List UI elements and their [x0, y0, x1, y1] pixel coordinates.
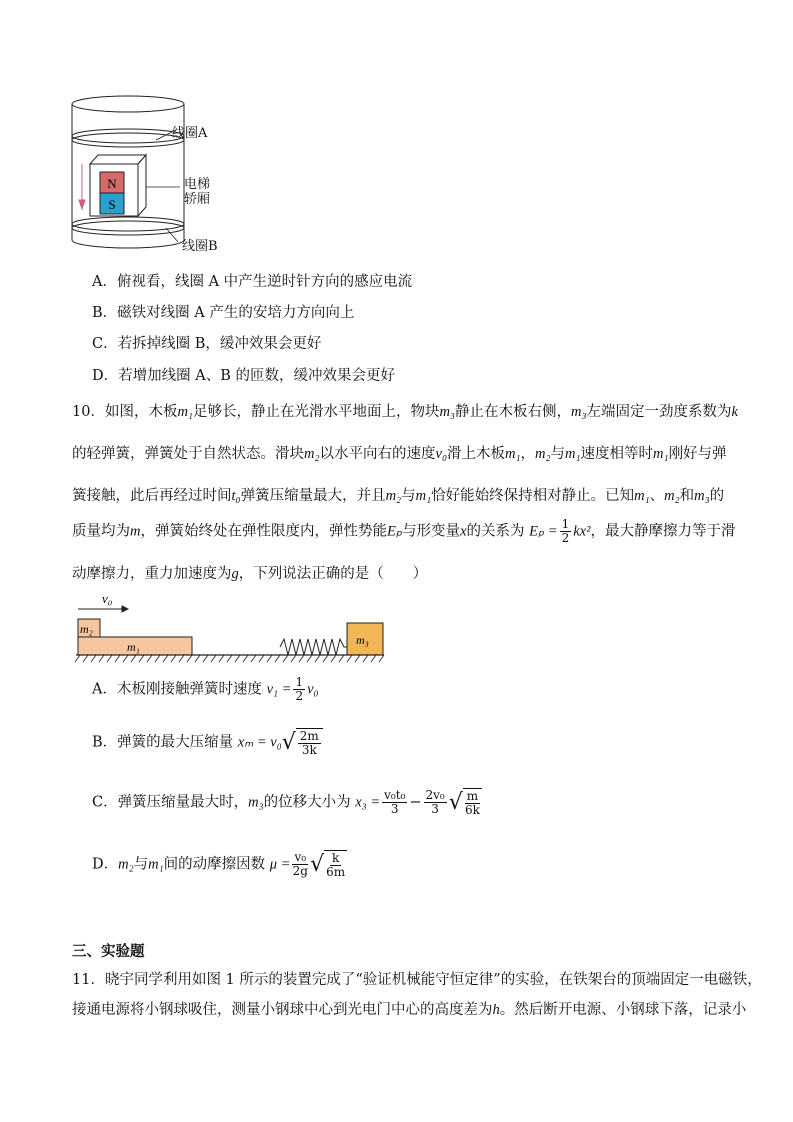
pole-n-label: N	[107, 176, 117, 191]
car-label-1: 电梯	[184, 177, 211, 192]
pole-s-label: S	[108, 197, 116, 212]
m2-label: m₂	[80, 622, 93, 636]
figure-elevator-coils	[60, 92, 260, 267]
q9-option-d[interactable]: D．若增加线圈 A、B 的匝数，缓冲效果会更好	[92, 368, 395, 384]
spring	[280, 639, 347, 655]
q10-line-5: 动摩擦力，重力加速度为g，下列说法正确的是（ ）	[72, 566, 428, 582]
q11-line-1: 11．晓宇同学利用如图 1 所示的装置完成了“验证机械能守恒定律”的实验，在铁架台的顶端固定一电磁铁，	[72, 972, 762, 988]
q9-option-b[interactable]: B．磁铁对线圈 A 产生的安培力方向向上	[92, 305, 355, 321]
ep-fraction: $\frac{1}{2}$	[561, 517, 570, 545]
figure-board-spring	[72, 585, 392, 665]
q10-option-d[interactable]: D．m₂与m₁间的动摩擦因数 μ = $\frac{\text{v₀}}{2g}$ √ $\frac{k}{6m}$	[92, 850, 346, 879]
section-heading: 三、实验题	[72, 944, 145, 960]
q9-option-c[interactable]: C．若拆掉线圈 B，缓冲效果会更好	[92, 336, 322, 352]
q10-line-3: 簧接触，此后再经过时间t₀弹簧压缩量最大，并且m₂与m₁恰好能始终保持相对静止。已知m₁、m₂和m₃的	[72, 488, 725, 504]
coil-b	[72, 217, 184, 235]
coil-a-label: 线圈A	[172, 126, 208, 141]
q10-line-1: 10．如图，木板m₁足够长，静止在光滑水平地面上，物块m₃静止在木板右侧，m₃左端固定一劲度系数为k	[72, 404, 738, 420]
car-label-2: 轿厢	[184, 192, 211, 207]
q10-line-4: 质量均为m，弹簧始终处在弹性限度内，弹性势能Eₚ与形变量x的关系为 Eₚ = $\frac{1}{2}$ kx²，最大静摩擦力等于滑	[72, 517, 736, 545]
q10-line-2: 的轻弹簧，弹簧处于自然状态。滑块m₂以水平向右的速度v₀滑上木板m₁，m₂与m₁速度相等时m₁刚好与弹	[72, 446, 727, 462]
q11-line-2: 接通电源将小钢球吸住，测量小钢球中心到光电门中心的高度差为h。然后断开电源、小钢球下落，记录小	[72, 1002, 747, 1018]
m1-label: m₁	[127, 640, 140, 654]
q10-option-b[interactable]: B．弹簧的最大压缩量 xₘ = v₀ √ $\frac{2m}{3k}$	[92, 728, 323, 757]
leader-lines	[146, 132, 180, 242]
m3-label: m₃	[356, 633, 369, 647]
down-arrow	[79, 164, 85, 209]
v0-arrow	[78, 606, 128, 612]
coil-a	[72, 129, 184, 147]
ep-lhs: Eₚ =	[529, 523, 558, 540]
v0-label: v₀	[102, 591, 113, 606]
q10-option-c[interactable]: C．弹簧压缩量最大时，m₃的位移大小为 x₃ = $\frac{\text{v₀t₀}}{3}$ − $\frac{\text{2v₀}}{3}$ √ $\frac{m}{6k}$	[92, 788, 482, 817]
q10-option-a[interactable]: A．木板刚接触弹簧时速度 v₁ = $\frac{1}{2}$ v₀	[92, 675, 319, 703]
coil-b-label: 线圈B	[182, 239, 218, 254]
q9-option-a[interactable]: A．俯视看，线圈 A 中产生逆时针方向的感应电流	[92, 274, 413, 290]
ground-hatch	[75, 655, 384, 662]
